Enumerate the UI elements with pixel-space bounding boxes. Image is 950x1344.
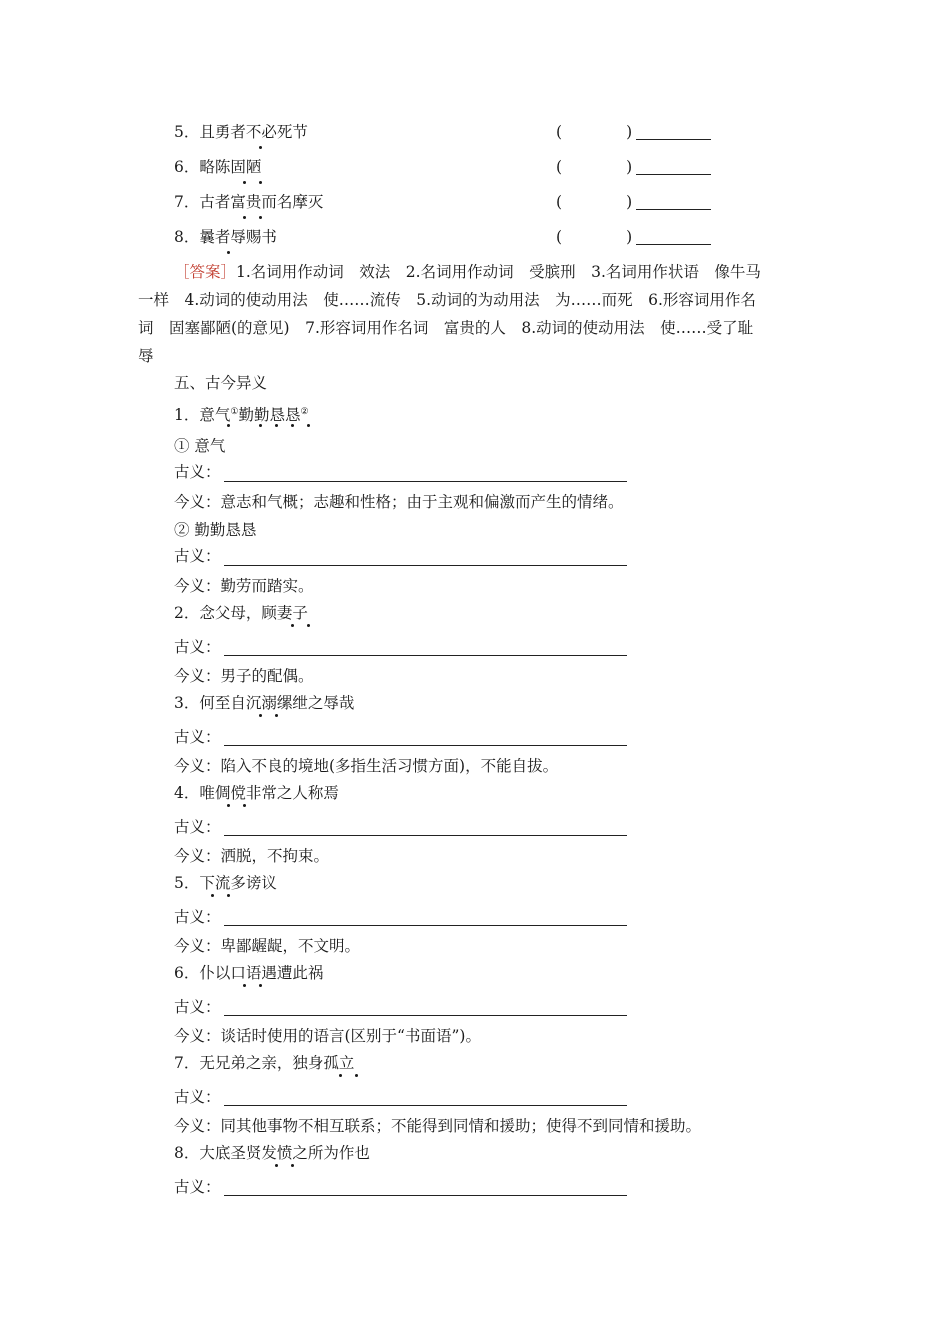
footnote-marker: ① (230, 407, 239, 417)
emphasis-dot (291, 624, 294, 627)
left-paren: ( (556, 193, 563, 211)
ancient-meaning-blank[interactable] (224, 1015, 627, 1016)
modern-meaning: 今义：洒脱，不拘束。 (174, 847, 330, 865)
emphasis-dot (275, 1164, 278, 1167)
ancient-meaning-blank[interactable] (224, 835, 627, 836)
answer-parentheses (556, 122, 632, 142)
answer-line: 一样 4.动词的使动用法 使……流传 5.动词的为动用法 为……而死 6.形容词用作名 (138, 291, 756, 309)
exercise-number: 7． (174, 193, 200, 211)
modern-meaning: 今义：男子的配偶。 (174, 667, 314, 685)
exercise-number: 6． (174, 158, 200, 176)
sub-item-title: ① 意气 (174, 437, 226, 455)
exercise-item (174, 122, 308, 142)
item-title: 6．仆以口语遇遭此祸 (174, 964, 324, 982)
ancient-meaning-label: 古义： (174, 908, 221, 926)
item-title: 1．意气①勤勤恳恳② (174, 406, 309, 425)
emphasis-dot (259, 984, 262, 987)
answer-blank[interactable] (636, 209, 711, 210)
exercise-item (174, 192, 323, 212)
modern-meaning: 今义：谈话时使用的语言(区别于“书面语”)。 (174, 1027, 481, 1045)
left-paren: ( (556, 158, 563, 176)
emphasis-dot (259, 181, 262, 184)
right-paren: ) (626, 158, 633, 176)
item-title: 4．唯倜傥非常之人称焉 (174, 784, 339, 802)
left-paren: ( (556, 123, 563, 141)
footnote-marker: ② (300, 407, 309, 417)
emphasis-dot (211, 894, 214, 897)
answer-parentheses (556, 192, 632, 212)
ancient-meaning-blank[interactable] (224, 745, 627, 746)
ancient-meaning-label: 古义： (174, 1088, 221, 1106)
right-paren: ) (626, 193, 633, 211)
answer-parentheses (556, 157, 632, 177)
ancient-meaning-blank[interactable] (224, 925, 627, 926)
emphasis-dot (243, 181, 246, 184)
emphasis-dot (259, 424, 262, 427)
section-heading: 五、古今异义 (174, 374, 268, 392)
ancient-meaning-label: 古义： (174, 547, 221, 565)
emphasis-dot (275, 424, 278, 427)
item-title: 2．念父母，顾妻子 (174, 604, 308, 622)
item-title: 7．无兄弟之亲，独身孤立 (174, 1054, 355, 1072)
modern-meaning: 今义：同其他事物不相互联系；不能得到同情和援助；使得不到同情和援助。 (174, 1117, 702, 1135)
exercise-text: 古者富贵而名摩灭 (199, 193, 324, 211)
exercise-text: 略陈固陋 (199, 158, 262, 176)
answer-parentheses (556, 227, 632, 247)
ancient-meaning-label: 古义： (174, 638, 221, 656)
answer-blank[interactable] (636, 244, 711, 245)
ancient-meaning-blank[interactable] (224, 1195, 627, 1196)
exercise-number: 5． (174, 123, 200, 141)
emphasis-dot (227, 251, 230, 254)
answer-tag: ［答案］ (174, 263, 237, 281)
sub-item-title: ② 勤勤恳恳 (174, 521, 257, 539)
ancient-meaning-label: 古义： (174, 1178, 221, 1196)
emphasis-dot (227, 894, 230, 897)
emphasis-dot (275, 714, 278, 717)
emphasis-dot (243, 804, 246, 807)
emphasis-dot (259, 714, 262, 717)
ancient-meaning-blank[interactable] (224, 481, 627, 482)
modern-meaning: 今义：陷入不良的境地(多指生活习惯方面)，不能自拔。 (174, 757, 559, 775)
emphasis-dot (259, 216, 262, 219)
emphasis-dot (227, 424, 230, 427)
ancient-meaning-blank[interactable] (224, 565, 627, 566)
item-title: 3．何至自沉溺缧绁之辱哉 (174, 694, 355, 712)
item-title: 5．下流多谤议 (174, 874, 277, 892)
exercise-text: 曩者辱赐书 (199, 228, 277, 246)
ancient-meaning-blank[interactable] (224, 1105, 627, 1106)
emphasis-dot (243, 984, 246, 987)
emphasis-dot (227, 804, 230, 807)
item-title: 8．大底圣贤发愤之所为作也 (174, 1144, 370, 1162)
ancient-meaning-label: 古义： (174, 998, 221, 1016)
exercise-number: 8． (174, 228, 200, 246)
left-paren: ( (556, 228, 563, 246)
exercise-text: 且勇者不必死节 (199, 123, 308, 141)
exercise-item (174, 227, 277, 247)
modern-meaning: 今义：勤劳而踏实。 (174, 577, 314, 595)
emphasis-dot (291, 424, 294, 427)
answer-line: 辱 (138, 347, 154, 365)
modern-meaning: 今义：卑鄙龌龊，不文明。 (174, 937, 361, 955)
answer-blank[interactable] (636, 174, 711, 175)
emphasis-dot (307, 624, 310, 627)
emphasis-dot (259, 146, 262, 149)
exercise-item (174, 157, 261, 177)
emphasis-dot (355, 1074, 358, 1077)
emphasis-dot (339, 1074, 342, 1077)
emphasis-dot (291, 1164, 294, 1167)
answer-block (138, 258, 814, 370)
modern-meaning: 今义：意志和气概；志趣和性格；由于主观和偏激而产生的情绪。 (174, 493, 624, 511)
right-paren: ) (626, 228, 633, 246)
emphasis-dot (307, 424, 310, 427)
right-paren: ) (626, 123, 633, 141)
ancient-meaning-label: 古义： (174, 463, 221, 481)
ancient-meaning-label: 古义： (174, 818, 221, 836)
answer-line: 词 固塞鄙陋(的意见) 7.形容词用作名词 富贵的人 8.动词的使动用法 使……受了耻 (138, 319, 754, 337)
answer-line: ［答案］1.名词用作动词 效法 2.名词用作动词 受膑刑 3.名词用作状语 像牛马 (174, 263, 761, 281)
answer-blank[interactable] (636, 139, 711, 140)
emphasis-dot (243, 216, 246, 219)
ancient-meaning-label: 古义： (174, 728, 221, 746)
ancient-meaning-blank[interactable] (224, 655, 627, 656)
